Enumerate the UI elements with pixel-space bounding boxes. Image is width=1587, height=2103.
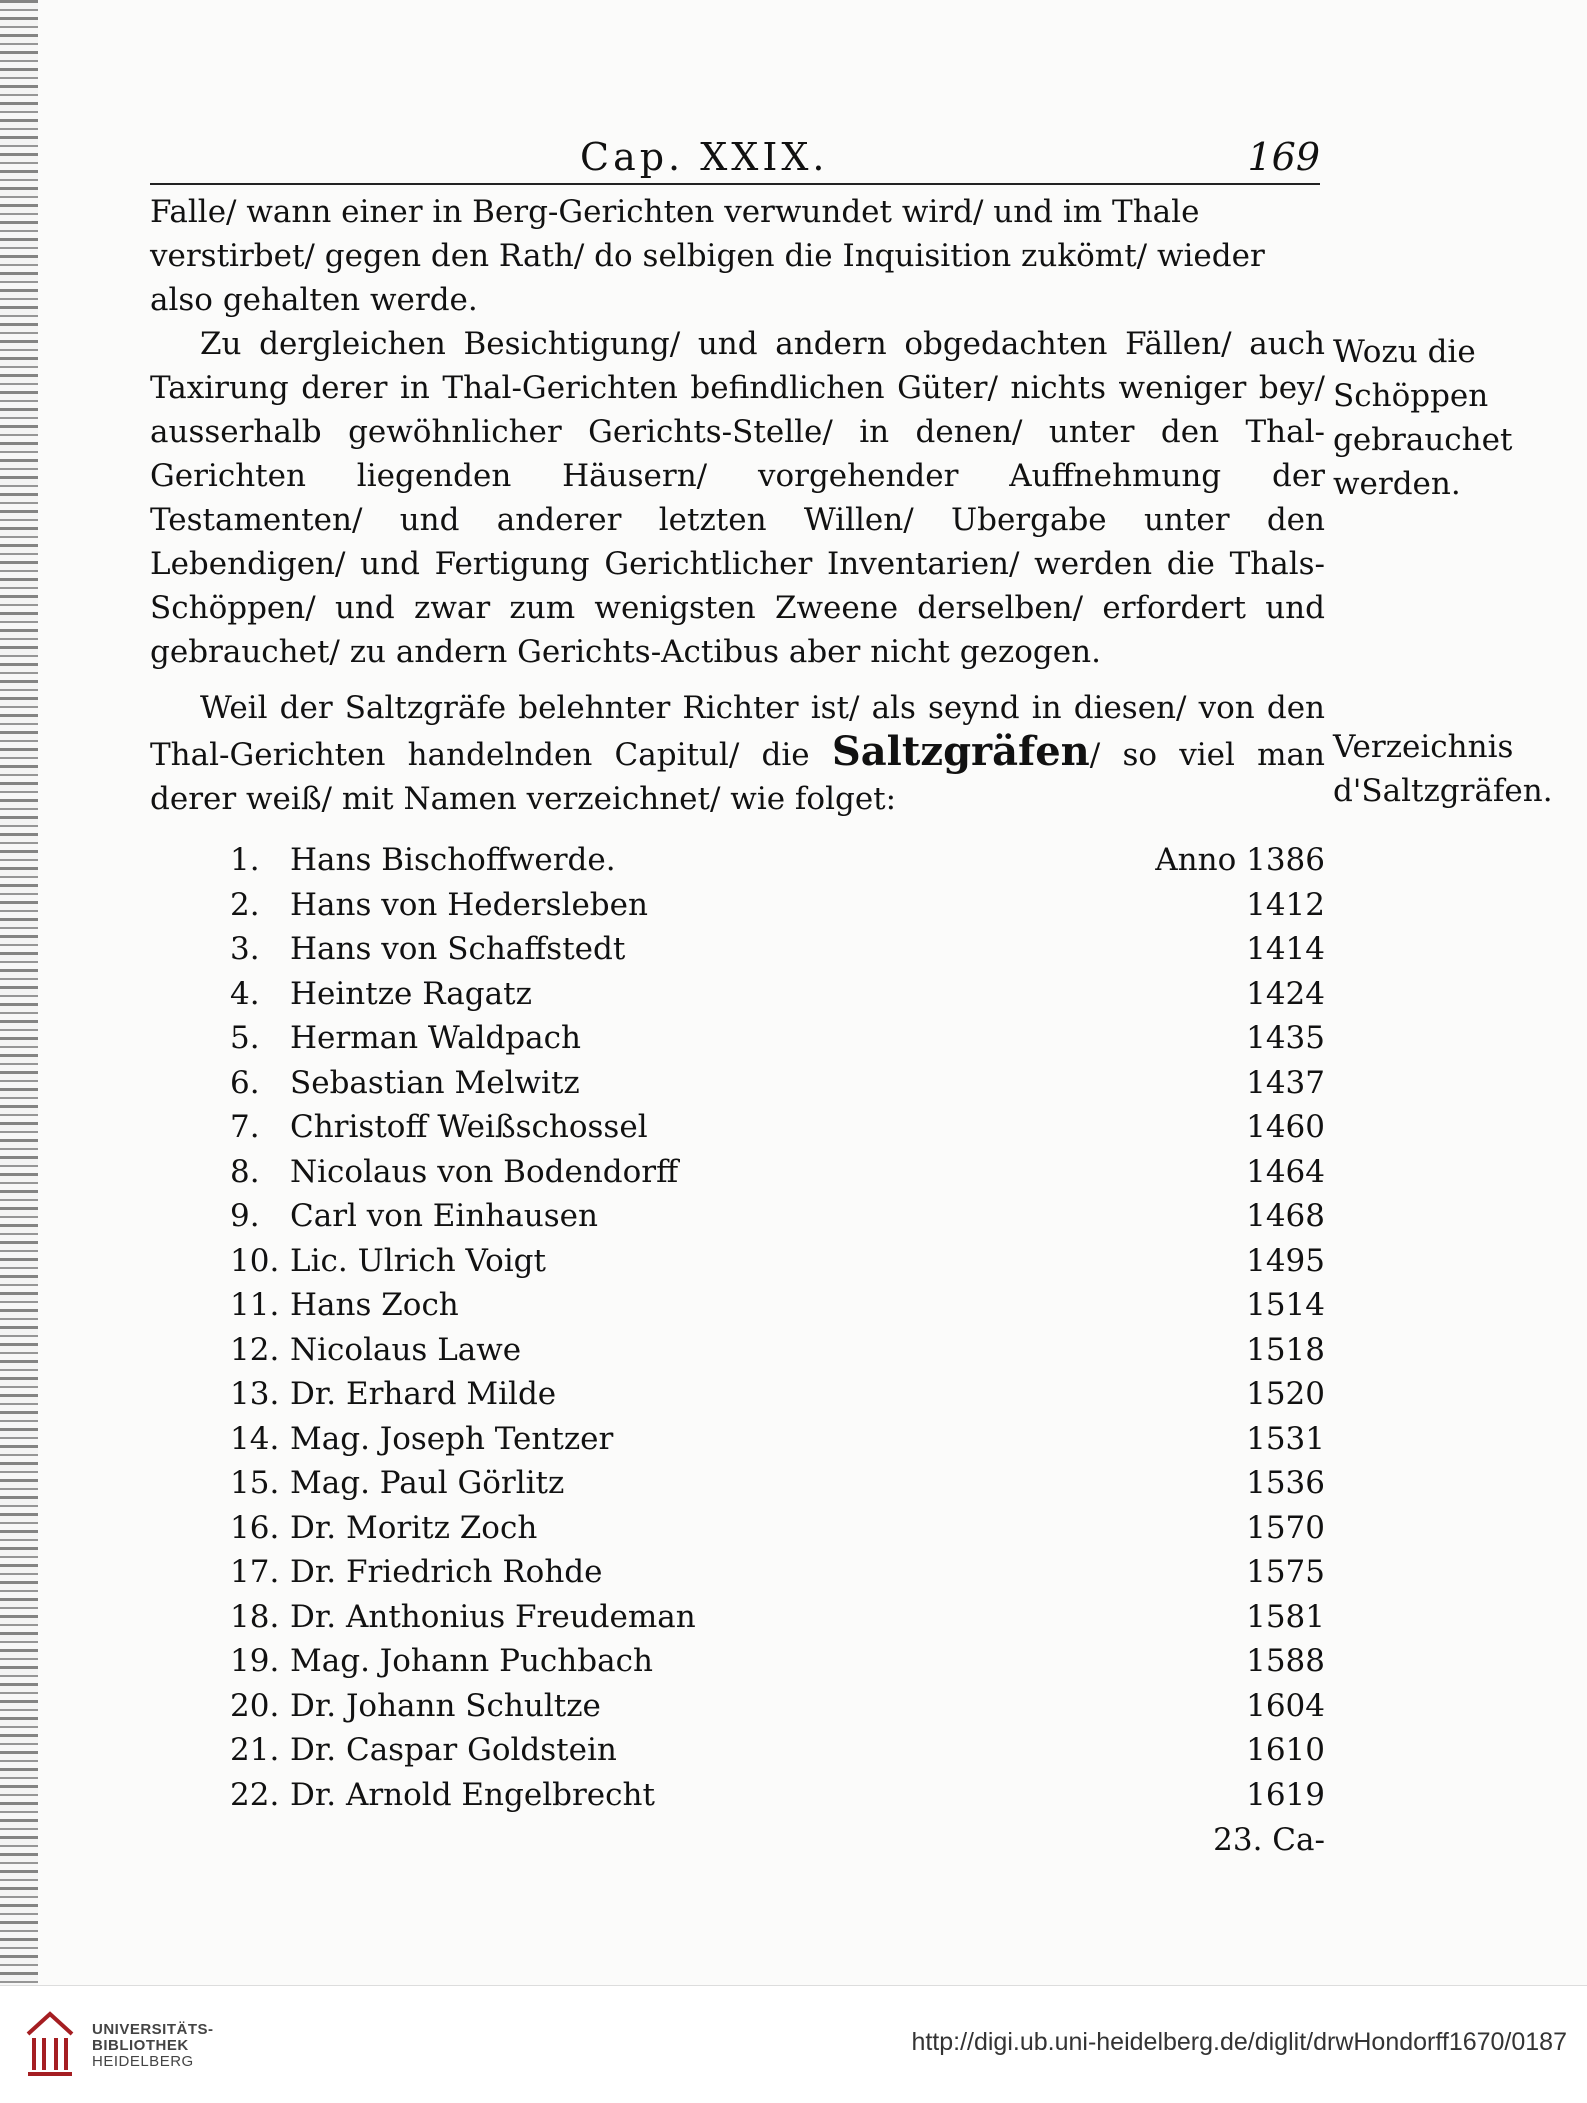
saltzgraefen-roster [230, 838, 1325, 1817]
library-name-line: HEIDELBERG [92, 2053, 194, 2070]
roster-year: 1531 [1246, 1420, 1325, 1457]
margin-note-verzeichnis: Verzeichnis d'Saltzgräfen. [1333, 729, 1553, 809]
roster-row [230, 927, 1325, 972]
roster-year: 1536 [1246, 1465, 1325, 1501]
roster-number: 7. [230, 1109, 260, 1145]
roster-row [230, 1550, 1325, 1595]
roster-number: 11. [230, 1287, 280, 1323]
roster-name: Dr. Johann Schultze [290, 1687, 601, 1724]
roster-year: 1520 [1246, 1376, 1325, 1412]
roster-row [230, 972, 1325, 1017]
roster-row [230, 883, 1325, 928]
page-number: 169 [1247, 135, 1320, 179]
page-edge-shadow [0, 0, 38, 1985]
roster-number: 20. [230, 1687, 280, 1724]
roster-number: 21. [230, 1732, 280, 1768]
text-line: also gehalten werde. [150, 282, 478, 318]
roster-row [230, 838, 1325, 883]
roster-year: 1581 [1246, 1598, 1325, 1635]
roster-name: Mag. Paul Görlitz [290, 1465, 565, 1501]
roster-name: Christoff Weißschossel [290, 1109, 648, 1145]
roster-year: 1412 [1246, 886, 1325, 923]
roster-year: 1518 [1246, 1331, 1325, 1368]
roster-year: Anno 1386 [1155, 842, 1325, 878]
roster-year: 1575 [1246, 1554, 1325, 1590]
roster-row [230, 1773, 1325, 1818]
roster-row [230, 1016, 1325, 1061]
paragraph-3-text: Weil der Saltzgräfe belehnter Richter ist/ als seynd in diesen/ von den Thal-Gerichten handelnden Capitul/ die [150, 690, 1325, 773]
roster-year: 1460 [1246, 1109, 1325, 1145]
highlight-saltzgraefen: Saltzgräfen [831, 728, 1090, 775]
running-title: Cap. XXIX. [580, 135, 829, 179]
roster-name: Mag. Johann Puchbach [290, 1643, 653, 1679]
roster-row [230, 1372, 1325, 1417]
roster-number: 6. [230, 1064, 260, 1101]
paragraph-1 [150, 190, 1325, 322]
roster-name: Nicolaus Lawe [290, 1331, 522, 1368]
margin-note-schoeppen: Wozu die Schöppen gebrauchet werden. [1333, 334, 1513, 502]
roster-number: 18. [230, 1598, 280, 1635]
roster-year: 1424 [1246, 975, 1325, 1012]
roster-row [230, 1417, 1325, 1462]
roster-row [230, 1105, 1325, 1150]
roster-year: 1468 [1246, 1198, 1325, 1234]
paragraph-2: Zu dergleichen Besichtigung/ und andern obgedachten Fällen/ auch Taxirung derer in Thal-Gerichten befindlichen Güter/ nichts weniger bey/ ausserhalb gewöhnlicher Gerichts-Stelle/ in denen/ unter den Thal-Gerichten liegenden Häusern/ vorgehender Auffnehmung der Testamenten/ und anderer letzten Willen/ Ubergabe unter den Lebendigen/ und Fertigung Gerichtlicher Inventarien/ werden die Thals-Schöppen/ und zwar zum wenigsten Zweene derselben/ erfordert und gebrauchet/ zu andern Gerichts-Actibus aber nicht gezogen. [150, 326, 1325, 670]
roster-row [230, 1684, 1325, 1729]
paragraph-3-text-end: / so viel man derer weiß/ mit Namen verzeichnet/ wie folget: [150, 737, 1326, 817]
roster-number: 5. [230, 1020, 260, 1056]
roster-year: 1464 [1246, 1153, 1325, 1190]
roster-row [230, 1061, 1325, 1106]
roster-number: 22. [230, 1776, 280, 1813]
roster-number: 16. [230, 1509, 280, 1546]
roster-name: Hans Zoch [290, 1287, 459, 1323]
roster-year: 1495 [1246, 1242, 1325, 1279]
roster-name: Dr. Friedrich Rohde [290, 1554, 603, 1590]
roster-name: Mag. Joseph Tentzer [290, 1420, 614, 1457]
roster-number: 2. [230, 886, 260, 923]
roster-row [230, 1461, 1325, 1506]
roster-row [230, 1150, 1325, 1195]
roster-year: 1435 [1246, 1020, 1325, 1056]
roster-name: Carl von Einhausen [290, 1198, 598, 1234]
roster-year: 1437 [1246, 1064, 1325, 1101]
text-line: verstirbet/ gegen den Rath/ do selbigen die Inquisition zukömt/ wieder [150, 238, 1265, 274]
roster-row [230, 1595, 1325, 1640]
roster-name: Dr. Caspar Goldstein [290, 1732, 617, 1768]
roster-row [230, 1239, 1325, 1284]
roster-name: Hans Bischoffwerde. [290, 842, 616, 878]
roster-name: Sebastian Melwitz [290, 1064, 580, 1101]
roster-number: 4. [230, 975, 260, 1012]
roster-row [230, 1283, 1325, 1328]
roster-number: 14. [230, 1420, 280, 1457]
text-line: Falle/ wann einer in Berg-Gerichten verwundet wird/ und im Thale [150, 194, 1200, 230]
roster-number: 12. [230, 1331, 280, 1368]
roster-row [230, 1506, 1325, 1551]
roster-name: Nicolaus von Bodendorff [290, 1153, 679, 1190]
roster-number: 3. [230, 931, 260, 967]
roster-year: 1514 [1246, 1287, 1325, 1323]
source-url-link[interactable]: http://digi.ub.uni-heidelberg.de/diglit/drwHondorff1670/0187 [911, 2028, 1567, 2056]
roster-name: Herman Waldpach [290, 1020, 581, 1056]
body-text [150, 190, 1325, 821]
roster-number: 1. [230, 842, 260, 878]
running-head [150, 135, 1320, 185]
roster-number: 13. [230, 1376, 280, 1412]
roster-number: 10. [230, 1242, 280, 1279]
roster-name: Dr. Erhard Milde [290, 1376, 557, 1412]
roster-name: Dr. Moritz Zoch [290, 1509, 538, 1546]
roster-year: 1610 [1246, 1732, 1325, 1768]
roster-number: 17. [230, 1554, 280, 1590]
roster-name: Dr. Arnold Engelbrecht [290, 1776, 655, 1813]
roster-year: 1570 [1246, 1509, 1325, 1546]
library-name-line: BIBLIOTHEK [92, 2037, 189, 2054]
library-name [92, 2022, 214, 2070]
roster-name: Hans von Schaffstedt [290, 931, 626, 967]
roster-name: Lic. Ulrich Voigt [290, 1242, 546, 1279]
roster-year: 1619 [1246, 1776, 1325, 1813]
roster-number: 8. [230, 1153, 260, 1190]
roster-row [230, 1728, 1325, 1773]
university-logo-icon [22, 2008, 78, 2078]
roster-number: 19. [230, 1643, 280, 1679]
roster-name: Heintze Ragatz [290, 975, 532, 1012]
roster-number: 9. [230, 1198, 260, 1234]
roster-year: 1414 [1246, 931, 1325, 967]
roster-name: Hans von Hedersleben [290, 886, 648, 923]
roster-number: 15. [230, 1465, 280, 1501]
roster-year: 1588 [1246, 1643, 1325, 1679]
roster-row [230, 1194, 1325, 1239]
roster-row [230, 1639, 1325, 1684]
paragraph-3 [150, 686, 1325, 821]
catch-word: 23. Ca- [1213, 1822, 1325, 1858]
library-name-line: UNIVERSITÄTS- [92, 2021, 214, 2038]
roster-name: Dr. Anthonius Freudeman [290, 1598, 696, 1635]
roster-year: 1604 [1246, 1687, 1325, 1724]
footer-bar [0, 1985, 1587, 2103]
roster-row [230, 1328, 1325, 1373]
